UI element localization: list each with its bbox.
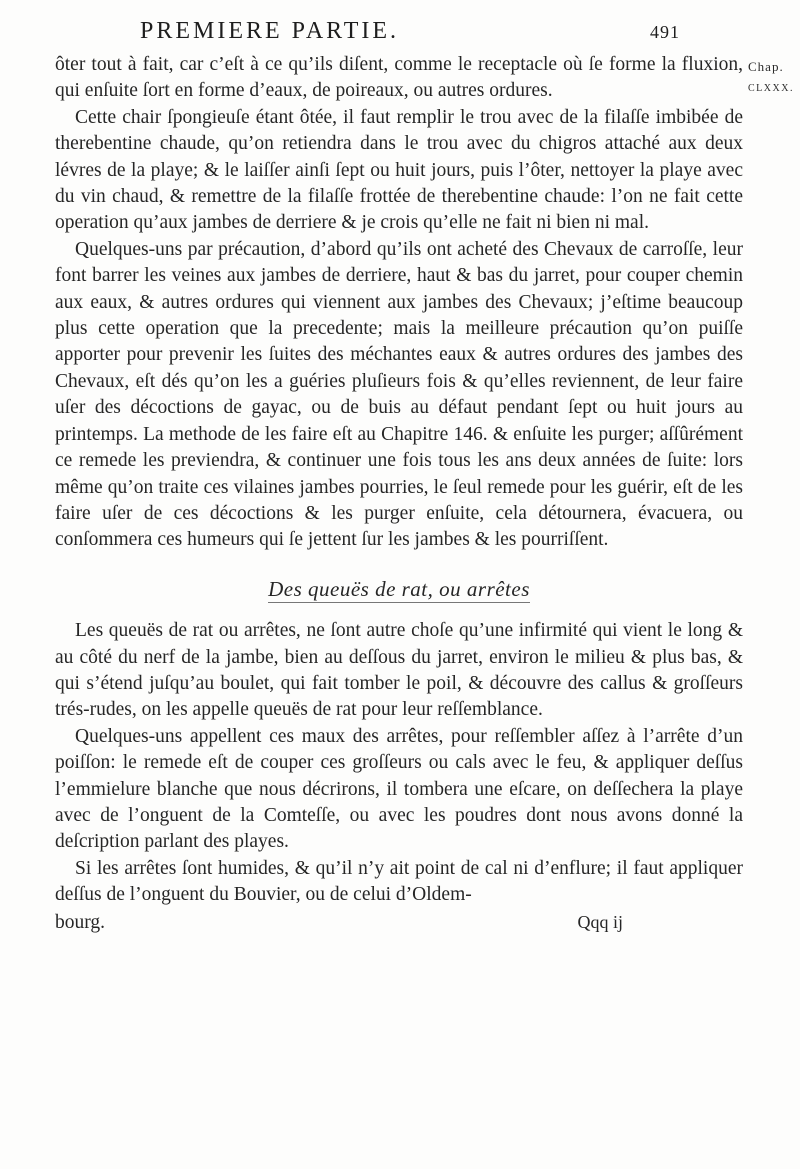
paragraph-4: Les queuës de rat ou arrêtes, ne ſont autre choſe qu’une infirmité qui vient le long & au côté du nerf de la jambe, bien au deſſous du jarret, environ le milieu & plus bas, & qui s’étend juſqu’au boulet, qui fait tomber le poil, & découvre des callus & groſſeurs trés-rudes, on les appelle queuës de rat pour leur reſſemblance. xyxy=(55,620,743,721)
margin-chap-label: Chap. xyxy=(748,59,784,74)
paragraph-2: Cette chair ſpongieuſe étant ôtée, il faut remplir le trou avec de la filaſſe imbibée de therebentine chaude, qu’on retiendra dans le trou avec du chigros attaché aux deux lévres de la playe; & le laiſſer ainſi ſept ou huit jours, puis l’ôter, nettoyer la playe avec du vin chaud, & remettre de la filaſſe frottée de therebentine chaude: l’on ne fait cette operation qu’aux jambes de derriere & je crois qu’elle ne fait ni bien ni mal. xyxy=(55,106,743,234)
paragraph-6: Si les arrêtes ſont humides, & qu’il n’y ait point de cal ni d’enflure; il faut appliquer deſſus de l’onguent du Bouvier, ou de celui d’Oldem- xyxy=(55,857,743,906)
page-number: 491 xyxy=(650,22,680,42)
paragraph-1: ôter tout à fait, car c’eſt à ce qu’ils diſent, comme le receptacle où ſe forme la fluxion, qui enſuite ſort en forme d’eaux, de poireaux, ou autres ordures. xyxy=(55,54,743,102)
paragraph-3: Quelques-uns par précaution, d’abord qu’ils ont acheté des Chevaux de carroſſe, leur font barrer les veines aux jambes de derriere, haut & bas du jarret, pour couper chemin aux eaux, & autres ordures qui viennent aux jambes des Chevaux; j’eſtime beaucoup plus cette operation que la precedente; mais la meilleure précaution qu’on puiſſe apporter pour prevenir les ſuites des méchantes eaux & autres ordures des jambes des Chevaux, eſt dés qu’on les a guéries pluſieurs fois & qu’elles reviennent, de leur faire uſer des décoctions de gayac, ou de buis au défaut pendant ſept ou huit jours au printemps. La methode de les faire eſt au Chapitre 146. & enſuite les purger; aſſûrément ce remede les previendra, & continuer une fois tous les ans deux années de ſuite: lors même qu’on traite ces vilaines jambes pourries, le ſeul remede pour les guérir, eſt de les faire uſer de ces décoctions & les purger enſuite, cela détournera, évacuera, ou conſommera ces humeurs qui ſe jettent ſur les jambes & les pourriſſent. xyxy=(55,238,743,551)
section-heading xyxy=(55,576,743,602)
last-line xyxy=(55,909,743,936)
section-heading-text: Des queuës de rat, ou arrêtes xyxy=(268,576,530,601)
margin-chapter-note xyxy=(748,56,798,100)
running-title: PREMIERE PARTIE. xyxy=(140,18,400,44)
body-text xyxy=(55,52,743,936)
signature-mark: Qqq ij xyxy=(577,911,623,932)
margin-chap-number: CLXXX. xyxy=(748,83,794,94)
paragraph-5: Quelques-uns appellent ces maux des arrêtes, pour reſſembler aſſez à l’arrête d’un poiſſon: le remede eſt de couper ces groſſeurs ou cals avec le feu, & appliquer deſſus l’emmielure blanche que nous décrirons, il tombera une eſcare, on deſſechera la playe avec de l’onguent de la Comteſſe, ou avec les poudres dont nous avons donné la deſcription parlant des playes. xyxy=(55,725,743,853)
paragraph-6-end: bourg. xyxy=(55,911,106,933)
page-header xyxy=(140,18,680,48)
